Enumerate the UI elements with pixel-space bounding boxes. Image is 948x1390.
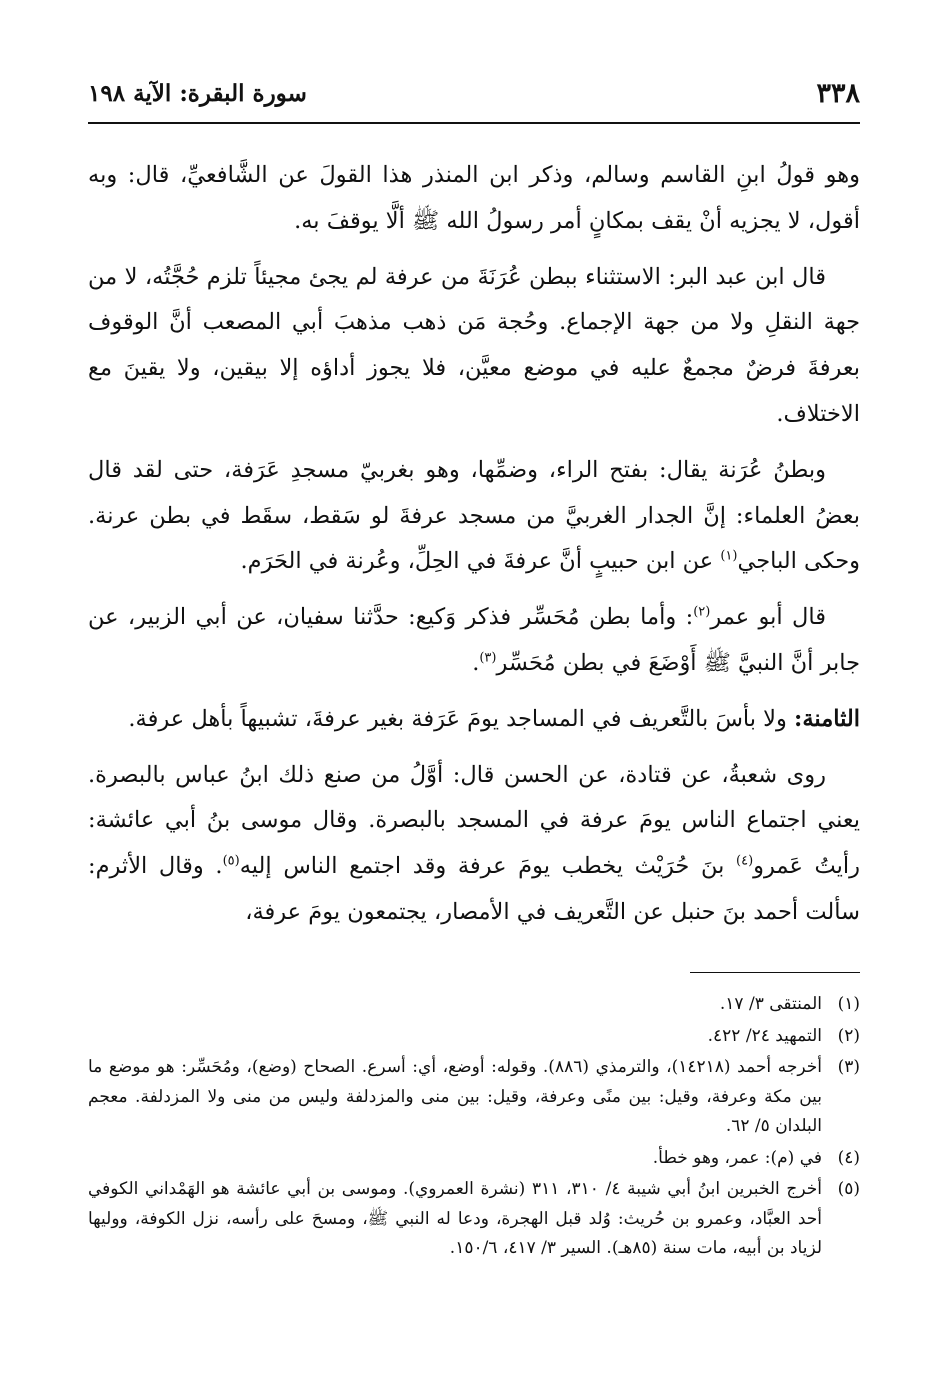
page-number: ٣٣٨ [816, 78, 860, 109]
footnote-1: (١) المنتقى ٣/ ١٧. [719, 994, 860, 1014]
main-text [88, 153, 860, 946]
running-title: سورة البقرة: الآية ١٩٨ [88, 80, 307, 107]
footnote-4: (٤) في (م): عمر، وهو خطأ. [652, 1147, 860, 1168]
footnotes [88, 990, 860, 1266]
footnote-rule [690, 972, 860, 973]
paragraph-5: الثامنة: ولا بأسَ بالتَّعريف في المساجد يومَ عَرَفة بغير عرفةَ، تشبيهاً بأهل عرفة. [128, 705, 860, 732]
footnote-ref-4[interactable]: (٤) [736, 853, 754, 869]
paragraph-6: روى شعبةُ، عن قتادة، عن الحسن قال: أوَّلُ من صنع ذلك ابنُ عباس بالبصرة. يعني اجتماع الناس يومَ عرفة في المسجد بالبصرة. وقال موسى بنُ أبي عائشة: رأيتُ عَمرو$^{(٤)}$ بنَ حُرَيْث يخطب يومَ عرفة وقد اجتمع الناس إليه$^{(٥)}$. وقال الأثرم: سألت أحمد بنَ حنبل عن التَّعريف في الأمصار، يجتمعون يومَ عرفة، [88, 761, 860, 925]
paragraph-2: قال ابن عبد البر: الاستثناء ببطن عُرَنَةَ من عرفة لم يجئ مجيئاً تلزم حُجَّتُه، لا من جهة النقلِ ولا من جهة الإجماع. وحُجة مَن ذهب مذهبَ أبي المصعب أنَّ الوقوف بعرفةَ فرضٌ مجمعٌ عليه في موضع معيَّن، فلا يجوز أداؤه إلا بيقين، ولا يقينَ مع الاختلاف. [88, 263, 860, 427]
footnote-3: (٣) أخرجه أحمد (١٤٢١٨)، والترمذي (٨٨٦). وقوله: أوضع، أي: أسرع. الصحاح (وضع)، ومُحَسِّر: هو موضع ما بين مكة وعرفة، وقيل: بين منًى وعرفة، وقيل: بين منى والمزدلفة وليس من منى ولا المزدلفة. معجم البلدان ٥/ ٦٢. [88, 1057, 860, 1136]
document-page [88, 0, 860, 1390]
page-header [88, 78, 860, 114]
footnote-2: (٢) التمهيد ٢٤/ ٤٢٢. [707, 1025, 860, 1046]
section-label: الثامنة: [794, 705, 860, 732]
footnote-5: (٥) أخرج الخبرين ابنُ أبي شيبة ٤/ ٣١٠، ٣١١ (نشرة العمروي). وموسى بن أبي عائشة هو الهَمْداني الكوفي أحد العبَّاد، وعمرو بن حُريث: وُلد قبل الهجرة، ودعا له النبي ﷺ، ومسحَ على رأسه، نزل الكوفة، ووليها لزياد بن أبيه، مات سنة (٨٥هـ). السير ٣/ ٤١٧، ١٥٠/٦. [88, 1179, 860, 1258]
footnote-ref-2[interactable]: (٢) [693, 604, 711, 620]
footnote-ref-1[interactable]: (١) [720, 548, 738, 564]
footnote-ref-5[interactable]: (٥) [222, 853, 240, 869]
header-rule [88, 122, 860, 124]
paragraph-1: وهو قولُ ابنِ القاسم وسالم، وذكر ابن المنذر هذا القولَ عن الشَّافعيِّ، قال: وبه أقول، لا يجزيه أنْ يقف بمكانٍ أمر رسولُ الله ﷺ ألَّا يوقفَ به. [88, 162, 860, 234]
paragraph-3: وبطنُ عُرَنة يقال: بفتح الراء، وضمِّها، وهو بغربيّ مسجدِ عَرَفة، حتى لقد قال بعضُ العلماء: إنَّ الجدار الغربيَّ من مسجد عرفةَ لو سَقط، سقَط في بطن عرنة. وحكى الباجي$^{(١)}$ عن ابن حبيبٍ أنَّ عرفةَ في الحِلِّ، وعُرنة في الحَرَم. [88, 456, 860, 575]
paragraph-4: قال أبو عمر$^{(٢)}$: وأما بطن مُحَسِّر فذكر وَكيع: حدَّثنا سفيان، عن أبي الزبير، عن جابر أنَّ النبيَّ ﷺ أَوْضَعَ في بطن مُحَسِّر$^{(٣)}$. [88, 604, 860, 676]
footnote-ref-3[interactable]: (٣) [479, 650, 497, 666]
